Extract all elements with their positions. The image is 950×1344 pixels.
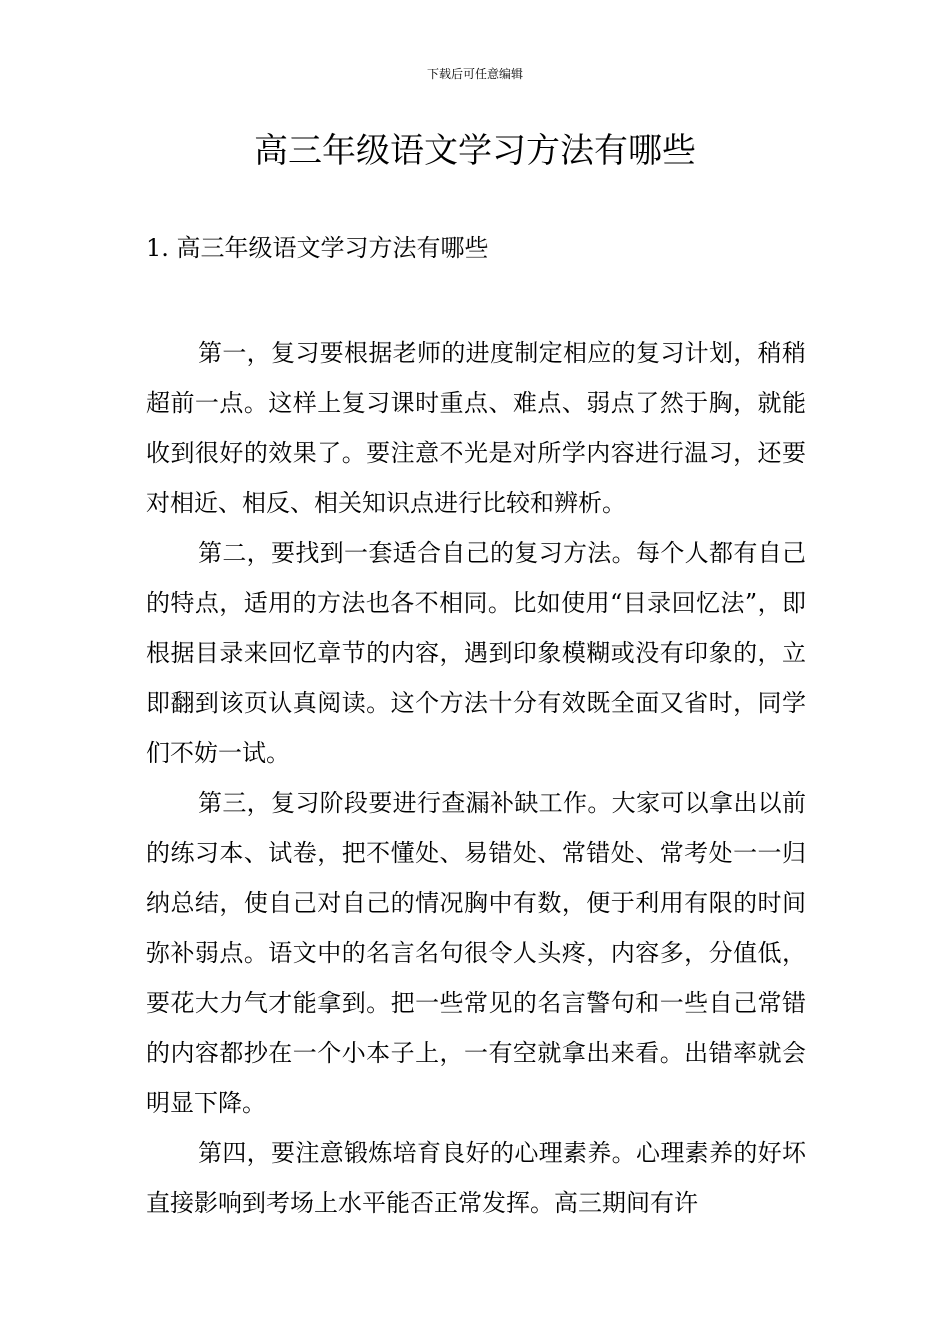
header-note: 下载后可任意编辑 bbox=[426, 67, 523, 81]
paragraph-3: 第三，复习阶段要进行查漏补缺工作。大家可以拿出以前的练习本、试卷，把不懂处、易错处、常错处、常考处一一归纳总结，使自己对自己的情况胸中有数，便于利用有限的时间弥补弱点。语文中的名言名句很令人头疼，内容多，分值低，要花大力气才能拿到。把一些常见的名言警句和一些自己常错的内容都抄在一个小本子上，一有空就拿出来看。出错率就会明显下降。 bbox=[146, 789, 806, 1117]
paragraph-1: 第一，复习要根据老师的进度制定相应的复习计划，稍稍超前一点。这样上复习课时重点、难点、弱点了然于胸，就能收到很好的效果了。要注意不光是对所学内容进行温习，还要对相近、相反、相关知识点进行比较和辨析。 bbox=[146, 339, 806, 517]
paragraph-4: 第四，要注意锻炼培育良好的心理素养。心理素养的好坏直接影响到考场上水平能否正常发挥。高三期间有许 bbox=[146, 1139, 806, 1217]
section-heading: 1. 高三年级语文学习方法有哪些 bbox=[146, 234, 489, 262]
paragraph-2: 第二，要找到一套适合自己的复习方法。每个人都有自己的特点，适用的方法也各不相同。比如使用“目录回忆法”，即根据目录来回忆章节的内容，遇到印象模糊或没有印象的，立即翻到该页认真阅读。这个方法十分有效既全面又省时，同学们不妨一试。 bbox=[146, 539, 806, 767]
document-title: 高三年级语文学习方法有哪些 bbox=[254, 131, 696, 171]
body-text bbox=[146, 328, 806, 1228]
